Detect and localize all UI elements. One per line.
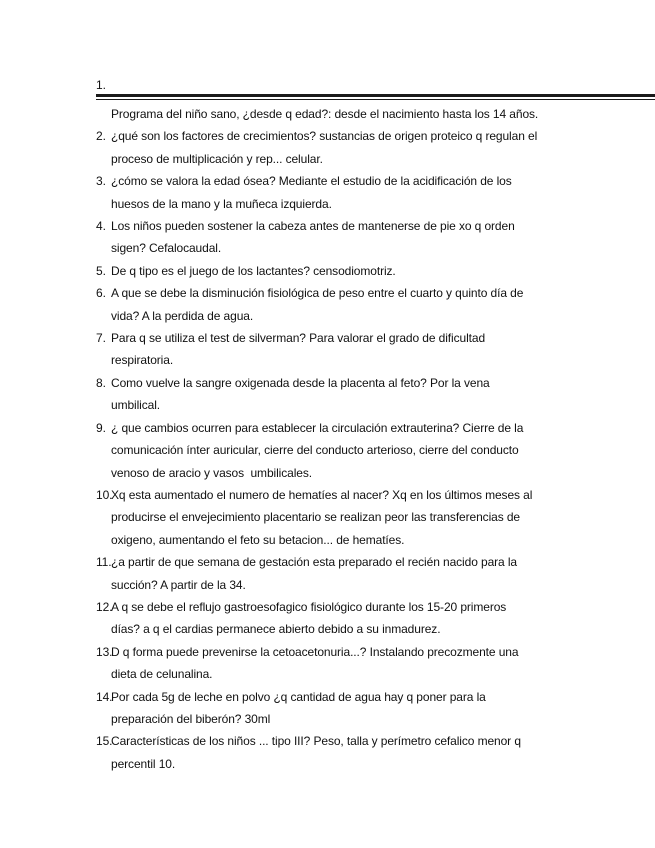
item-number: 9. [96,420,106,435]
list-item [96,730,586,775]
item-number: 15. [96,734,113,749]
item-number: 4. [96,219,106,234]
question-list [96,103,586,775]
item-text-line: huesos de la mano y la muñeca izquierda. [111,196,332,211]
item-text-line: ¿a partir de que semana de gestación esta preparado el recién nacido para la [111,555,517,570]
item-text-line: ¿qué son los factores de crecimientos? sustancias de origen proteico q regulan el [111,129,538,144]
item-text-line: sigen? Cefalocaudal. [111,241,222,256]
header-rule-thin [96,99,655,100]
item-text-line: D q forma puede prevenirse la cetoacetonuria...? Instalando precozmente una [111,644,519,659]
item-text-line: A que se debe la disminución fisiológica de peso entre el cuarto y quinto día de [111,286,524,301]
item-text-line: respiratoria. [111,353,174,368]
item-text-line: A q se debe el reflujo gastroesofagico fisiológico durante los 15-20 primeros [111,599,507,614]
list-item [96,327,586,372]
item-number: 12. [96,599,113,614]
item-text-line: ¿cómo se valora la edad ósea? Mediante el estudio de la acidificación de los [111,174,512,189]
item-text-line: días? a q el cardias permanece abierto debido a su inmadurez. [111,622,441,637]
item-text-line: venoso de aracio y vasos umbilicales. [111,465,312,480]
list-item [96,372,586,417]
list-item [96,641,586,686]
list-item [96,260,586,282]
item-number: 10. [96,487,113,502]
item-text-line: ¿ que cambios ocurren para establecer la circulación extrauterina? Cierre de la [111,420,524,435]
list-item [96,215,586,260]
item-text-line: succión? A partir de la 34. [111,577,246,592]
list-item [96,686,586,731]
item-text-line: Como vuelve la sangre oxigenada desde la placenta al feto? Por la vena [111,375,490,390]
header-rule-thick [96,94,655,97]
item-text-line: comunicación ínter auricular, cierre del conducto arterioso, cierre del conducto [111,443,519,458]
item-text-line: Xq esta aumentado el numero de hematíes al nacer? Xq en los últimos meses al [111,487,533,502]
item-text-line: Los niños pueden sostener la cabeza antes de mantenerse de pie xo q orden [111,219,515,234]
item-text-line: producirse el envejecimiento placentario se realizan peor las transferencias de [111,510,520,525]
list-item [96,282,586,327]
item-text-line: vida? A la perdida de agua. [111,308,254,323]
item-text-line: percentil 10. [111,756,176,771]
list-item [96,125,586,170]
list-item [96,484,586,551]
item-text-line: Características de los niños ... tipo III? Peso, talla y perímetro cefalico menor q [111,734,521,749]
list-item [96,103,586,125]
list-item [96,551,586,596]
item-number: 7. [96,331,106,346]
item-text-line: Por cada 5g de leche en polvo ¿q cantidad de agua hay q poner para la [111,689,486,704]
item-text-line: oxigeno, aumentando el feto su betacion... de hematíes. [111,532,405,547]
item-text-line: dieta de celunalina. [111,667,213,682]
item-number: 13. [96,644,113,659]
item-number: 6. [96,286,106,301]
item-number: 3. [96,174,106,189]
first-item-number: 1. [96,78,107,92]
item-text-line: preparación del biberón? 30ml [111,711,271,726]
item-number: 14. [96,689,113,704]
item-text-line: umbilical. [111,398,161,413]
list-item [96,596,586,641]
item-text-line: De q tipo es el juego de los lactantes? censodiomotriz. [111,263,396,278]
item-text-line: proceso de multiplicación y rep... celular. [111,151,323,166]
list-item [96,417,586,484]
item-number: 8. [96,375,106,390]
list-item [96,170,586,215]
item-number: 11. [96,555,112,570]
item-text-line: Programa del niño sano, ¿desde q edad?: desde el nacimiento hasta los 14 años. [111,107,539,121]
item-text-line: Para q se utiliza el test de silverman? Para valorar el grado de dificultad [111,331,486,346]
item-number: 5. [96,263,106,278]
item-number: 2. [96,129,106,144]
